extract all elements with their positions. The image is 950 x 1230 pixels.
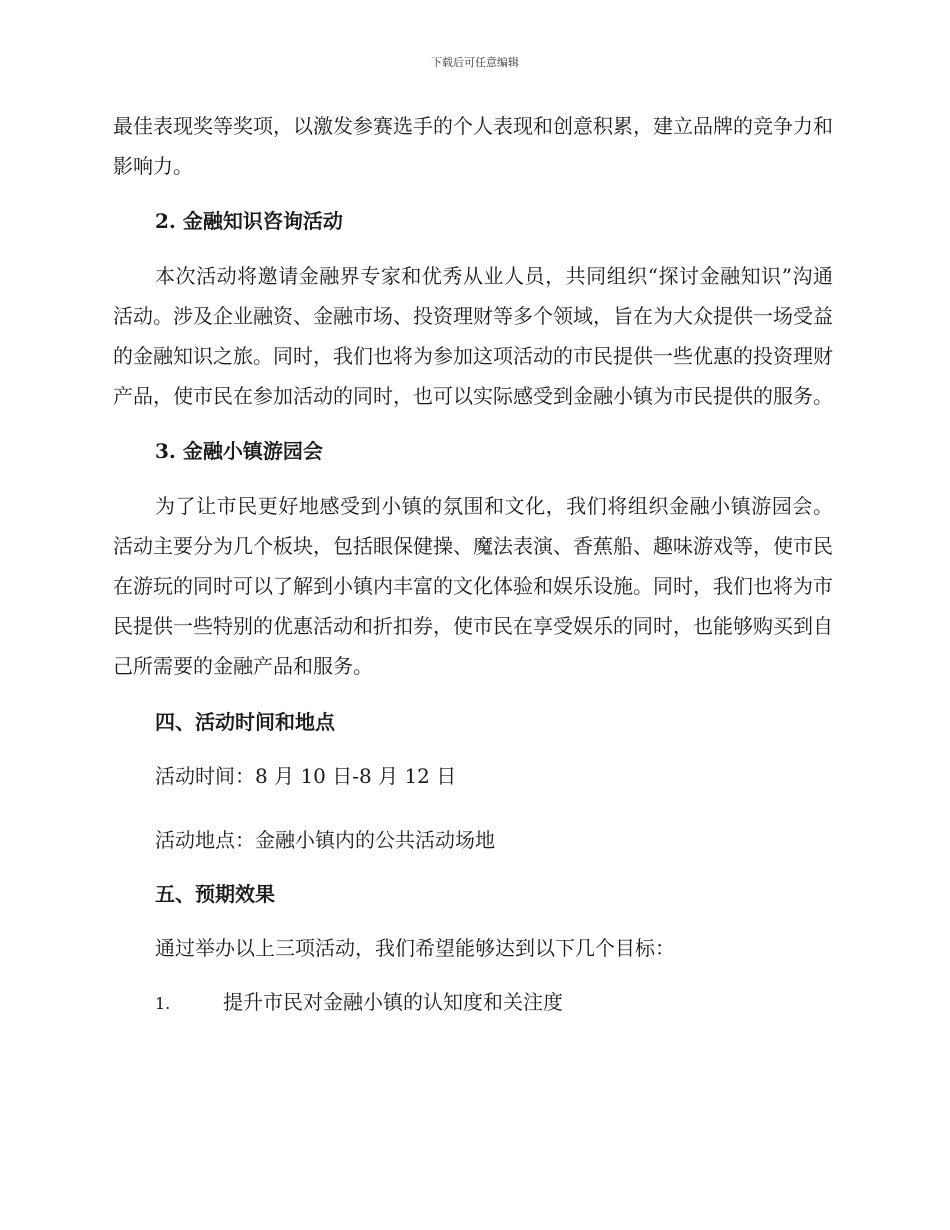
activity-time: 活动时间：8 月 10 日-8 月 12 日 [155,764,457,788]
paragraph-expected-intro: 通过举办以上三项活动，我们希望能够达到以下几个目标： [155,936,675,960]
section-heading-financial-consulting: 2. 金融知识咨询活动 [155,209,343,233]
section-heading-time-place: 四、活动时间和地点 [155,710,335,734]
activity-place: 活动地点：金融小镇内的公共活动场地 [155,828,495,852]
paragraph-financial-consulting: 本次活动将邀请金融界专家和优秀从业人员，共同组织“探讨金融知识”沟通活动。涉及企业融资、金融市场、投资理财等多个领域，旨在为大众提供一场受益的金融知识之旅。同时，我们也将为参加这项活动的市民提供一些优惠的投资理财产品，使市民在参加活动的同时，也可以实际感受到金融小镇为市民提供的服务。 [113,264,833,408]
list-item [113,982,833,1024]
paragraph-awards-continuation: 最佳表现奖等奖项，以激发参赛选手的个人表现和创意积累，建立品牌的竞争力和影响力。 [113,114,833,178]
list-item-text: 提升市民对金融小镇的认知度和关注度 [223,990,563,1014]
list-item-number: 1. [155,994,171,1013]
section-heading-garden-party: 3. 金融小镇游园会 [155,439,323,463]
paragraph-garden-party: 为了让市民更好地感受到小镇的氛围和文化，我们将组织金融小镇游园会。活动主要分为几个板块，包括眼保健操、魔法表演、香蕉船、趣味游戏等，使市民在游玩的同时可以了解到小镇内丰富的文化体验和娱乐设施。同时，我们也将为市民提供一些特别的优惠活动和折扣券，使市民在享受娱乐的同时，也能够购买到自己所需要的金融产品和服务。 [113,494,833,678]
section-heading-expected-effects: 五、预期效果 [155,882,275,906]
page-header: 下载后可任意编辑 [431,56,519,69]
document-body [113,106,833,1024]
